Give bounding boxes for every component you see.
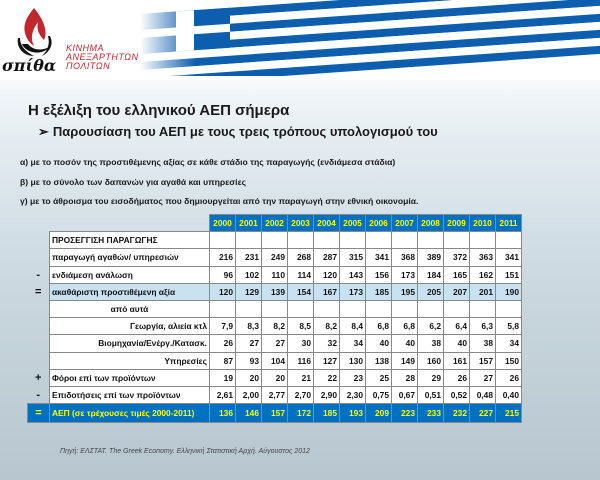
table-cell: 162 (470, 266, 496, 283)
year-header: 2010 (470, 215, 496, 232)
table-cell (418, 300, 444, 317)
brand-org-name (66, 44, 139, 71)
table-cell: 185 (366, 283, 392, 300)
table-cell: 173 (340, 283, 366, 300)
year-header: 2006 (366, 215, 392, 232)
year-header: 2003 (288, 215, 314, 232)
table-cell: 0,75 (366, 386, 392, 403)
table-cell: 363 (470, 249, 496, 266)
table-row (28, 300, 522, 317)
year-header: 2002 (262, 215, 288, 232)
table-cell: 0,52 (444, 386, 470, 403)
table-cell: 341 (496, 249, 522, 266)
table-cell (288, 232, 314, 249)
gdp-total-row (28, 404, 522, 423)
table-cell: 156 (366, 266, 392, 283)
table-cell: 154 (288, 283, 314, 300)
table-cell: 232 (444, 404, 470, 423)
row-operator: = (28, 404, 50, 423)
table-row (28, 249, 522, 266)
table-cell: 368 (392, 249, 418, 266)
table-cell (366, 300, 392, 317)
year-header: 2000 (210, 215, 236, 232)
table-cell (392, 300, 418, 317)
header-spacer (50, 215, 210, 232)
row-label: ΑΕΠ (σε τρέχουσες τιμές 2000-2011) (50, 404, 210, 423)
year-header: 2011 (496, 215, 522, 232)
table-cell: 165 (444, 266, 470, 283)
table-cell: 341 (366, 249, 392, 266)
table-cell: 136 (210, 404, 236, 423)
brand-wordmark: σπίθα (2, 56, 57, 75)
table-cell: 21 (288, 369, 314, 386)
table-cell: 8,2 (314, 318, 340, 335)
table-cell: 2,61 (210, 386, 236, 403)
table-cell: 40 (366, 335, 392, 352)
row-label: ακαθάριστη προστιθέμενη αξία (50, 283, 210, 300)
row-operator (28, 318, 50, 335)
greek-flag-image (140, 0, 600, 76)
method-b: β) με το σύνολο των δαπανών για αγαθά και υπηρεσίες (20, 177, 247, 187)
table-cell: 2,90 (314, 386, 340, 403)
row-label: ΠΡΟΣΕΓΓΙΣΗ ΠΑΡΑΓΩΓΗΣ (50, 232, 210, 249)
table-cell: 96 (210, 266, 236, 283)
table-cell: 116 (288, 352, 314, 369)
row-label: Γεωργία, αλιεία κτλ (50, 318, 210, 335)
table-cell (236, 300, 262, 317)
table-cell: 6,4 (444, 318, 470, 335)
table-cell (340, 300, 366, 317)
table-cell: 6,8 (366, 318, 392, 335)
table-cell: 27 (470, 369, 496, 386)
row-label: Υπηρεσίες (50, 352, 210, 369)
table-cell: 93 (236, 352, 262, 369)
row-label: ενδιάμεση ανάλωση (50, 266, 210, 283)
table-cell: 2,70 (288, 386, 314, 403)
table-cell (418, 232, 444, 249)
row-operator: + (35, 371, 42, 384)
table-cell (210, 232, 236, 249)
table-cell: 150 (496, 352, 522, 369)
year-header: 2004 (314, 215, 340, 232)
table-cell: 6,2 (418, 318, 444, 335)
table-cell: 20 (236, 369, 262, 386)
table-cell: 231 (236, 249, 262, 266)
table-cell: 102 (236, 266, 262, 283)
year-header: 2009 (444, 215, 470, 232)
table-cell: 8,3 (236, 318, 262, 335)
table-cell (392, 232, 418, 249)
table-cell (288, 300, 314, 317)
table-cell: 25 (366, 369, 392, 386)
table-cell: 6,8 (392, 318, 418, 335)
table-cell: 8,2 (262, 318, 288, 335)
table-cell: 209 (366, 404, 392, 423)
table-cell: 19 (210, 369, 236, 386)
table-row (28, 352, 522, 369)
table-cell: 0,48 (470, 386, 496, 403)
brand-org-line: ΑΝΕΞΑΡΤΗΤΩΝ (66, 52, 139, 62)
table-cell: 173 (392, 266, 418, 283)
row-operator: - (36, 388, 41, 401)
table-cell (444, 232, 470, 249)
table-cell: 389 (418, 249, 444, 266)
table-cell (496, 232, 522, 249)
table-cell: 201 (470, 283, 496, 300)
table-cell: 2,30 (340, 386, 366, 403)
table-cell: 32 (314, 335, 340, 352)
table-cell: 30 (288, 335, 314, 352)
row-label: από αυτά (50, 300, 210, 317)
table-cell (366, 232, 392, 249)
table-cell: 149 (392, 352, 418, 369)
table-cell: 215 (496, 404, 522, 423)
table-cell (444, 300, 470, 317)
table-cell: 185 (314, 404, 340, 423)
table-cell: 20 (262, 369, 288, 386)
table-cell: 249 (262, 249, 288, 266)
table-row (28, 369, 522, 386)
table-cell: 28 (392, 369, 418, 386)
table-cell: 29 (418, 369, 444, 386)
table-cell: 22 (314, 369, 340, 386)
table-cell: 0,67 (392, 386, 418, 403)
row-operator (28, 249, 50, 266)
row-operator (28, 335, 50, 352)
table-cell: 2,00 (236, 386, 262, 403)
table-row (28, 232, 522, 249)
table-cell: 233 (418, 404, 444, 423)
table-row (28, 283, 522, 300)
header-spacer (28, 215, 50, 232)
table-cell: 38 (470, 335, 496, 352)
table-cell: 157 (262, 404, 288, 423)
row-label: Επιδοτήσεις επί των προϊόντων (50, 386, 210, 403)
table-cell: 0,40 (496, 386, 522, 403)
brand-org-line: ΚΙΝΗΜΑ (66, 43, 105, 53)
table-cell: 287 (314, 249, 340, 266)
table-cell: 138 (366, 352, 392, 369)
table-cell: 223 (392, 404, 418, 423)
year-header: 2008 (418, 215, 444, 232)
year-header: 2007 (392, 215, 418, 232)
table-cell: 127 (314, 352, 340, 369)
row-label: Βιομηχανία/Ενέργ./Κατασκ. (50, 335, 210, 352)
table-cell: 130 (340, 352, 366, 369)
method-a: α) με το ποσόν της προστιθέμενης αξίας σε κάθε στάδιο της παραγωγής (ενδιάμεσα στάδια) (20, 157, 396, 167)
table-cell: 8,4 (340, 318, 366, 335)
method-c: γ) με το άθροισμα του εισοδήματος που δημιουργείται από την παραγωγή στην εθνική οικονομία. (20, 196, 419, 206)
table-cell: 268 (288, 249, 314, 266)
row-operator (28, 300, 50, 317)
table-cell (314, 300, 340, 317)
table-cell: 143 (340, 266, 366, 283)
table-cell: 120 (210, 283, 236, 300)
table-cell: 34 (340, 335, 366, 352)
table-cell (340, 232, 366, 249)
table-cell: 26 (444, 369, 470, 386)
table-cell (496, 300, 522, 317)
table-cell (470, 300, 496, 317)
table-cell: 7,9 (210, 318, 236, 335)
table-cell: 0,51 (418, 386, 444, 403)
table-cell (262, 300, 288, 317)
table-cell: 172 (288, 404, 314, 423)
table-row (28, 318, 522, 335)
table-cell: 114 (288, 266, 314, 283)
source-note: Πηγή: ΕΛΣΤΑΤ. The Greek Economy. Ελληνική Στατιστική Αρχή. Αύγουστος 2012 (60, 448, 310, 455)
table-cell: 139 (262, 283, 288, 300)
table-cell: 87 (210, 352, 236, 369)
table-cell (470, 232, 496, 249)
table-cell: 190 (496, 283, 522, 300)
table-cell: 161 (444, 352, 470, 369)
row-operator (28, 232, 50, 249)
table-cell: 27 (262, 335, 288, 352)
table-cell: 160 (418, 352, 444, 369)
table-cell: 207 (444, 283, 470, 300)
table-row (28, 386, 522, 403)
table-cell: 26 (210, 335, 236, 352)
table-cell: 184 (418, 266, 444, 283)
table-cell: 38 (418, 335, 444, 352)
row-operator: - (36, 268, 41, 281)
table-cell: 129 (236, 283, 262, 300)
table-cell (314, 232, 340, 249)
row-label: Φόροι επί των προϊόντων (50, 369, 210, 386)
table-cell: 2,77 (262, 386, 288, 403)
year-header: 2001 (236, 215, 262, 232)
row-operator: = (35, 285, 42, 298)
brand-org-line: ΠΟΛΙΤΩΝ (66, 61, 111, 71)
table-cell: 151 (496, 266, 522, 283)
table-cell: 195 (392, 283, 418, 300)
table-cell: 205 (418, 283, 444, 300)
row-label: παραγωγή αγαθών/ υπηρεσιών (50, 249, 210, 266)
gdp-table (27, 214, 522, 423)
arrow-bullet-icon: ➢ (38, 124, 49, 139)
table-cell: 157 (470, 352, 496, 369)
table-cell: 167 (314, 283, 340, 300)
page-subtitle (38, 124, 438, 140)
table-cell: 372 (444, 249, 470, 266)
table-cell (210, 300, 236, 317)
subtitle-text: Παρουσίαση του ΑΕΠ με τους τρεις τρόπους υπολογισμού του (52, 124, 438, 139)
table-cell: 315 (340, 249, 366, 266)
row-operator (28, 352, 50, 369)
table-cell: 104 (262, 352, 288, 369)
table-cell: 40 (392, 335, 418, 352)
table-row (28, 335, 522, 352)
table-cell: 216 (210, 249, 236, 266)
table-cell (236, 232, 262, 249)
table-cell: 227 (470, 404, 496, 423)
table-cell: 110 (262, 266, 288, 283)
table-cell: 146 (236, 404, 262, 423)
table-cell: 8,5 (288, 318, 314, 335)
table-cell: 193 (340, 404, 366, 423)
table-cell: 27 (236, 335, 262, 352)
table-cell: 5,8 (496, 318, 522, 335)
year-header: 2005 (340, 215, 366, 232)
table-row (28, 266, 522, 283)
page-title: Η εξέλιξη του ελληνικού ΑΕΠ σήμερα (28, 102, 290, 119)
table-cell: 40 (444, 335, 470, 352)
table-cell (262, 232, 288, 249)
table-cell: 6,3 (470, 318, 496, 335)
table-cell: 26 (496, 369, 522, 386)
table-header-row (28, 215, 522, 232)
table-cell: 34 (496, 335, 522, 352)
table-cell: 120 (314, 266, 340, 283)
table-cell: 23 (340, 369, 366, 386)
